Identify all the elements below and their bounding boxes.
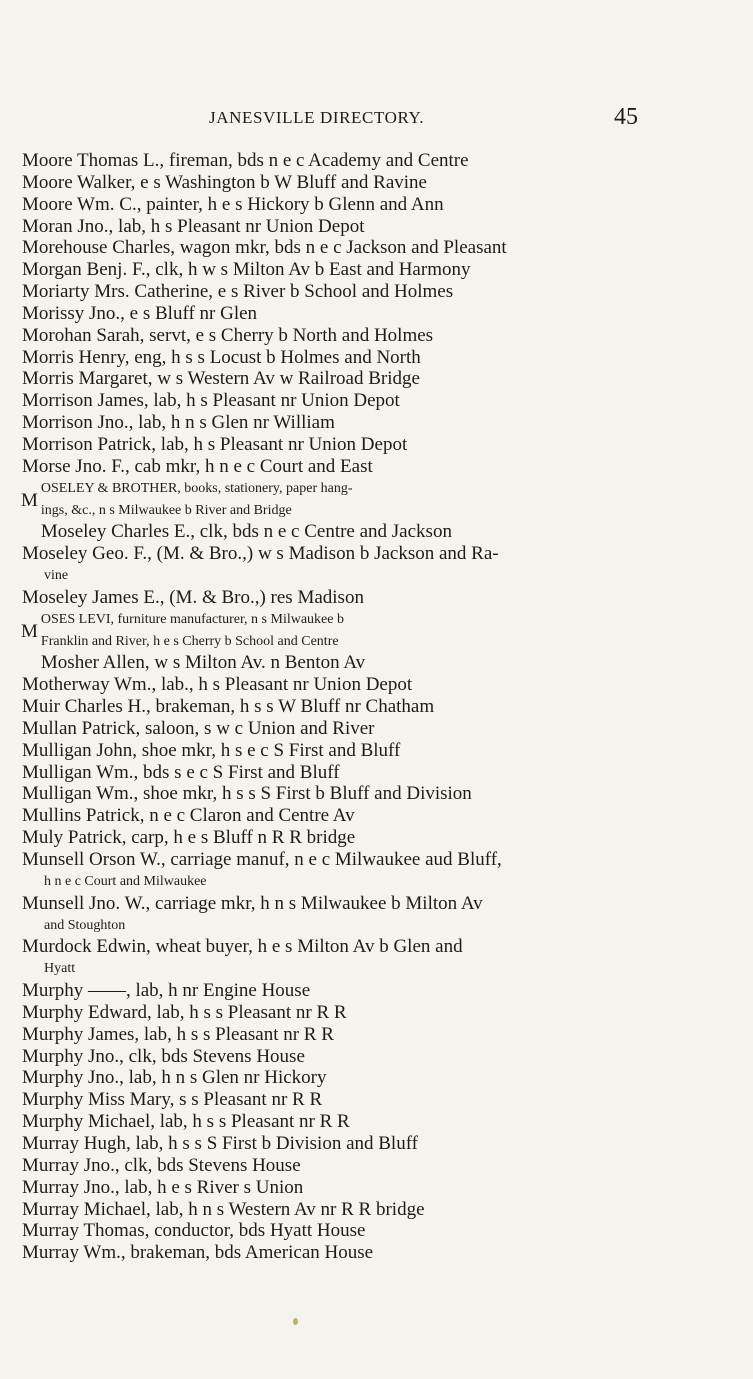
directory-entry: Murphy ——, lab, h nr Engine House	[22, 980, 311, 1002]
directory-entry: Murray Michael, lab, h n s Western Av nr R R bridge	[22, 1198, 425, 1220]
directory-entry: Murphy James, lab, h s s Pleasant nr R R	[22, 1023, 334, 1045]
entry-continuation: Hyatt	[44, 961, 76, 977]
directory-entry: Morrison Patrick, lab, h s Pleasant nr Union Depot	[22, 433, 408, 455]
directory-entry: Murphy Miss Mary, s s Pleasant nr R R	[22, 1089, 323, 1111]
directory-entry	[22, 543, 647, 587]
entry-text: Murdock Edwin, wheat buyer, h e s Milton Av b Glen and	[22, 936, 463, 958]
directory-entry: Murray Jno., clk, bds Stevens House	[22, 1154, 301, 1176]
directory-entry: Murray Jno., lab, h e s River s Union	[22, 1176, 304, 1198]
directory-entry: Mullins Patrick, n e c Claron and Centre Av	[22, 805, 355, 827]
entry-continuation: h n e c Court and Milwaukee	[44, 873, 207, 889]
directory-entry: Morrison Jno., lab, h n s Glen nr William	[22, 412, 335, 434]
directory-entry: Moriarty Mrs. Catherine, e s River b School and Holmes	[22, 281, 454, 303]
directory-entry: Murphy Jno., clk, bds Stevens House	[22, 1045, 305, 1067]
directory-entry: Moore Wm. C., painter, h e s Hickory b Glenn and Ann	[22, 193, 444, 215]
directory-entry: Murphy Michael, lab, h s s Pleasant nr R R	[22, 1111, 350, 1133]
directory-entries	[22, 150, 647, 1264]
entry-text: Munsell Jno. W., carriage mkr, h n s Milwaukee b Milton Av	[22, 892, 483, 914]
drop-cap: M	[21, 620, 38, 642]
directory-entry: Murphy Edward, lab, h s s Pleasant nr R R	[22, 1001, 347, 1023]
directory-entry: Morgan Benj. F., clk, h w s Milton Av b East and Harmony	[22, 259, 471, 281]
ink-spot	[293, 1318, 298, 1325]
entry-continuation: and Stoughton	[44, 917, 126, 933]
running-title: JANESVILLE DIRECTORY.	[209, 108, 425, 127]
drop-cap: M	[21, 489, 38, 511]
directory-entry: Mosher Allen, w s Milton Av. n Benton Av	[40, 652, 366, 674]
entry-text: Munsell Orson W., carriage manuf, n e c Milwaukee aud Bluff,	[22, 849, 502, 870]
directory-entry: Murphy Jno., lab, h n s Glen nr Hickory	[22, 1067, 327, 1089]
directory-entry: Moseley Charles E., clk, bds n e c Centre and Jackson	[40, 521, 452, 543]
running-head	[0, 104, 753, 136]
directory-entry: Muir Charles H., brakeman, h s s W Bluff nr Chatham	[22, 696, 435, 718]
directory-entry	[22, 893, 647, 937]
directory-entry: Muly Patrick, carp, h e s Bluff n R R bridge	[22, 827, 356, 849]
directory-entry: Murray Hugh, lab, h s s S First b Division and Bluff	[22, 1132, 419, 1154]
directory-entry: Mullan Patrick, saloon, s w c Union and River	[22, 717, 375, 739]
featured-listing-moses	[22, 609, 647, 653]
directory-entry: Morris Henry, eng, h s s Locust b Holmes and North	[22, 346, 421, 368]
featured-line: OSELEY & BROTHER, books, stationery, paper hang-	[40, 480, 353, 496]
directory-entry: Morris Margaret, w s Western Av w Railroad Bridge	[22, 368, 420, 390]
featured-line: ings, &c., n s Milwaukee b River and Bridge	[40, 502, 292, 518]
directory-entry: Morissy Jno., e s Bluff nr Glen	[22, 302, 258, 324]
directory-entry	[22, 936, 647, 980]
directory-entry: Motherway Wm., lab., h s Pleasant nr Union Depot	[22, 674, 413, 696]
directory-entry: Murray Thomas, conductor, bds Hyatt House	[22, 1220, 366, 1242]
directory-entry: Moran Jno., lab, h s Pleasant nr Union Depot	[22, 215, 365, 237]
directory-entry: Morohan Sarah, servt, e s Cherry b North and Holmes	[22, 324, 434, 346]
directory-entry: Moore Thomas L., fireman, bds n e c Academy and Centre	[22, 150, 469, 171]
entry-text: Moseley Geo. F., (M. & Bro.,) w s Madison b Jackson and Ra-	[22, 543, 499, 565]
featured-line: OSES LEVI, furniture manufacturer, n s Milwaukee b	[40, 611, 344, 627]
directory-entry: Mulligan Wm., bds s e c S First and Bluff	[22, 761, 340, 783]
directory-entry: Murray Wm., brakeman, bds American House	[22, 1242, 374, 1264]
directory-entry: Moore Walker, e s Washington b W Bluff and Ravine	[22, 171, 427, 193]
featured-line: Franklin and River, h e s Cherry b School and Centre	[40, 633, 339, 649]
directory-entry: Morehouse Charles, wagon mkr, bds n e c Jackson and Pleasant	[22, 237, 507, 259]
directory-entry: Mulligan John, shoe mkr, h s e c S First and Bluff	[22, 739, 401, 761]
directory-entry: Morse Jno. F., cab mkr, h n e c Court and East	[22, 455, 373, 477]
directory-entry	[22, 849, 647, 893]
page-number: 45	[614, 104, 638, 130]
entry-continuation: vine	[44, 568, 69, 584]
directory-entry: Morrison James, lab, h s Pleasant nr Union Depot	[22, 390, 400, 412]
featured-listing-moseley	[22, 478, 647, 522]
directory-entry: Moseley James E., (M. & Bro.,) res Madison	[22, 586, 364, 608]
directory-entry: Mulligan Wm., shoe mkr, h s s S First b Bluff and Division	[22, 783, 472, 805]
